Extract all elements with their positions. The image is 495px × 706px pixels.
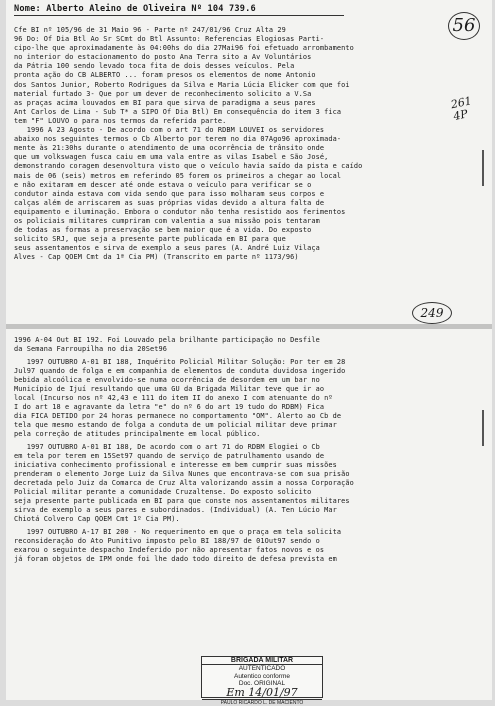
record-line: 1996 A 23 Agosto - De acordo com o art 71 do RDBM LOUVEI os servidores [14,126,325,135]
record-line: solicito SRJ, que seja a presente parte publicada em BI para que [14,235,286,244]
record-line: material furtado 3- Que por um dever de reconhecimento solicito a V.Sa [14,89,312,98]
record-line: mente às 21:30hs durante o atendimento de uma ocorrência de trânsito onde [14,144,325,153]
stamp-line: Autentico conforme [233,672,290,680]
record-line: 1996 A-04 Out BI 192. Foi Louvado pela brilhante participação no Desfile [14,336,320,344]
record-line: pela correção de atitudes principalmente em local público. [14,430,261,438]
record-line: as praças acima louvados em BI para que sirva de paradigma a seus pares [14,98,316,107]
record-line: equipamento e iluminação. Embora o condutor não tenha resistido aos ferimentos [14,207,346,216]
record-line: local (Incurso nos nº 42,43 e 111 do item II do anexo I com atenuante do nº [14,394,333,402]
record-line: condutor ainda estava com vida sendo que para isso molharam seus corpos e [14,189,325,198]
record-line: dos Santos Junior, Roberto Rodrigues da Silva e Maria Lúcia Elicker com que foi [14,80,350,89]
record-line: tem "F" LOUVO o para nos termos da referida parte. [14,116,227,125]
record-line: bebida alcoólica e envolvido-se numa ocorrência de desordem em um bar no [14,376,320,384]
margin-bracket-mark [472,150,484,186]
stamp-date: Em 14/01/97 [226,685,298,699]
record-line: seus assentamentos e sirva de exemplo a seus pares (A. André Luiz Vilaça [14,244,320,253]
handwritten-margin-note: 261 4P [449,94,473,124]
record-line: Policial militar perante a comunidade Cruzaltense. Do exposto solicito [14,488,312,496]
record-line: abaixo nos seguintes termos o Cb Alberto por terem no dia 07Ago96 aproximada- [14,135,342,144]
record-line: I do art 18 e agravante da letra "e" do nº 6 do art 19 tudo do RDBM) Fica [14,403,325,411]
record-line: 1997 OUTUBRO A-01 BI 188, Inquérito Policial Militar Solução: Por ter em 28 [14,358,346,366]
stamp-title: BRIGADA MILITAR [202,657,322,665]
record-line: da Semana Farroupilha no dia 20Set96 [14,345,167,353]
record-line: e não exitaram em descer até onde estava o veículo para verificar se o [14,180,312,189]
stamp-footer: PAULO RICARDO L. DE MACIENTO [202,699,322,706]
record-line: 1997 OUTUBRO A-17 BI 200 - No requerimento em que o praça em tela solicita [14,528,342,536]
header-name-line: Nome: Alberto Aleino de Oliveira Nº 104 739.6 [14,4,344,16]
record-line: 96 Do: Of Dia Btl Ao Sr SCmt do Btl Assunto: Referencias Elogiosas Parti- [14,35,325,44]
record-line: 1997 OUTUBRO A-01 BI 188, De acordo com o art 71 do RDBM Elogiei o Cb [14,443,320,451]
record-line: prenderam o elemento Jorge Luiz da Silva Nunes que encontrava-se com sua prisão [14,470,350,478]
record-line: reconsideração do Ato Punitivo imposto pelo BI 188/97 de 01Out97 sendo o [14,537,320,545]
authentication-stamp [201,656,323,706]
record-line: Cfe BI nº 105/96 de 31 Maio 96 - Parte nº 247/01/96 Cruz Alta 29 [14,26,286,34]
record-line: decretada pelo Juiz da Comarca de Cruz Alta valorizando assim a nossa Corporação [14,479,354,487]
record-line: dia FICA DETIDO por 24 horas permanece no comportamento "OM". Alerto ao Cb de [14,412,342,420]
record-line: da Pátria 100 sendo levado toca fita de dois desses veículos. Pela [14,62,295,71]
record-line: cipo-lhe que aproximadamente às 04:00hs do dia 27Mai96 foi efetuado arrombamento [14,44,354,53]
photocopy-seam [6,324,492,329]
record-line: no interior do estacionamento do posto Ana Terra sito a Av Voluntários [14,53,312,62]
handwritten-page-number: 249 [412,302,452,324]
record-line: seja presente parte publicada em BI para que conste nos assentamentos militares [14,497,350,505]
record-line: de todas as formas a preservação se bem maior que é a vida. Do exposto [14,226,312,235]
record-line: iniciativa conhecimento profissional e interesse em bem cumprir suas missões [14,461,337,469]
record-line: Município de Ijuí resultando que uma GU da Brigada Militar teve que ir ao [14,385,325,393]
record-line: já foram objetos de IPM onde foi lhe dado todo direito de defesa prevista em [14,555,337,563]
record-line: demonstrando coragem desenvoltura visto que o veículo havia saído da pista e caído [14,162,363,171]
record-line: em tela por terem em 15Set97 quando de serviço de patrulhamento usando de [14,452,325,460]
record-line: pronta ação do CB ALBERTO ... foram presos os elementos de nome Antonio [14,71,316,80]
record-line: que um volkswagen fusca caiu em uma vala entre as vilas Isabel e São José, [14,153,329,162]
record-line: calças além de arriscarem as suas próprias vidas devido a altura falta de [14,198,325,207]
record-block-secondary [14,336,464,646]
record-block-main [14,26,459,322]
record-line: Alves - Cap QOEM Cmt da 1ª Cia PM) (Transcrito em parte nº 1173/96) [14,253,299,262]
record-line: exarou o seguinte despacho Indeferido por não apresentar fatos novos e os [14,546,325,554]
record-line: mais de 06 (seis) metros em referindo 05 forem os primeiros a chegar ao local [14,171,342,180]
handwritten-page-number: 56 [448,12,480,40]
record-line: sirva de exemplo a seus pares e subordinados. (Individual) (A. Ten Lúcio Mar [14,506,337,514]
record-line: os policiais militares cumpriram com valentia a sua missão pois tentaram [14,216,320,225]
document-page [6,0,492,706]
record-line: tela que mesmo estando de folga a conduta de um policial militar deve primar [14,421,337,429]
record-line: Jul97 quando de folga e em companhia de elementos de conduta duvidosa ingerido [14,367,346,375]
margin-bracket-mark [472,410,484,446]
stamp-line: Doc. ORIGINAL [238,680,286,687]
stamp-line: AUTENTICADO [238,665,286,672]
record-line: Ant Carlos de Lima - Sub T* a SIPO Of Dia Btl) Em consequência do item 3 fica [14,107,342,116]
record-line: Chiotá Colvero Cap QOEM Cmt 1º Cia PM). [14,515,180,523]
